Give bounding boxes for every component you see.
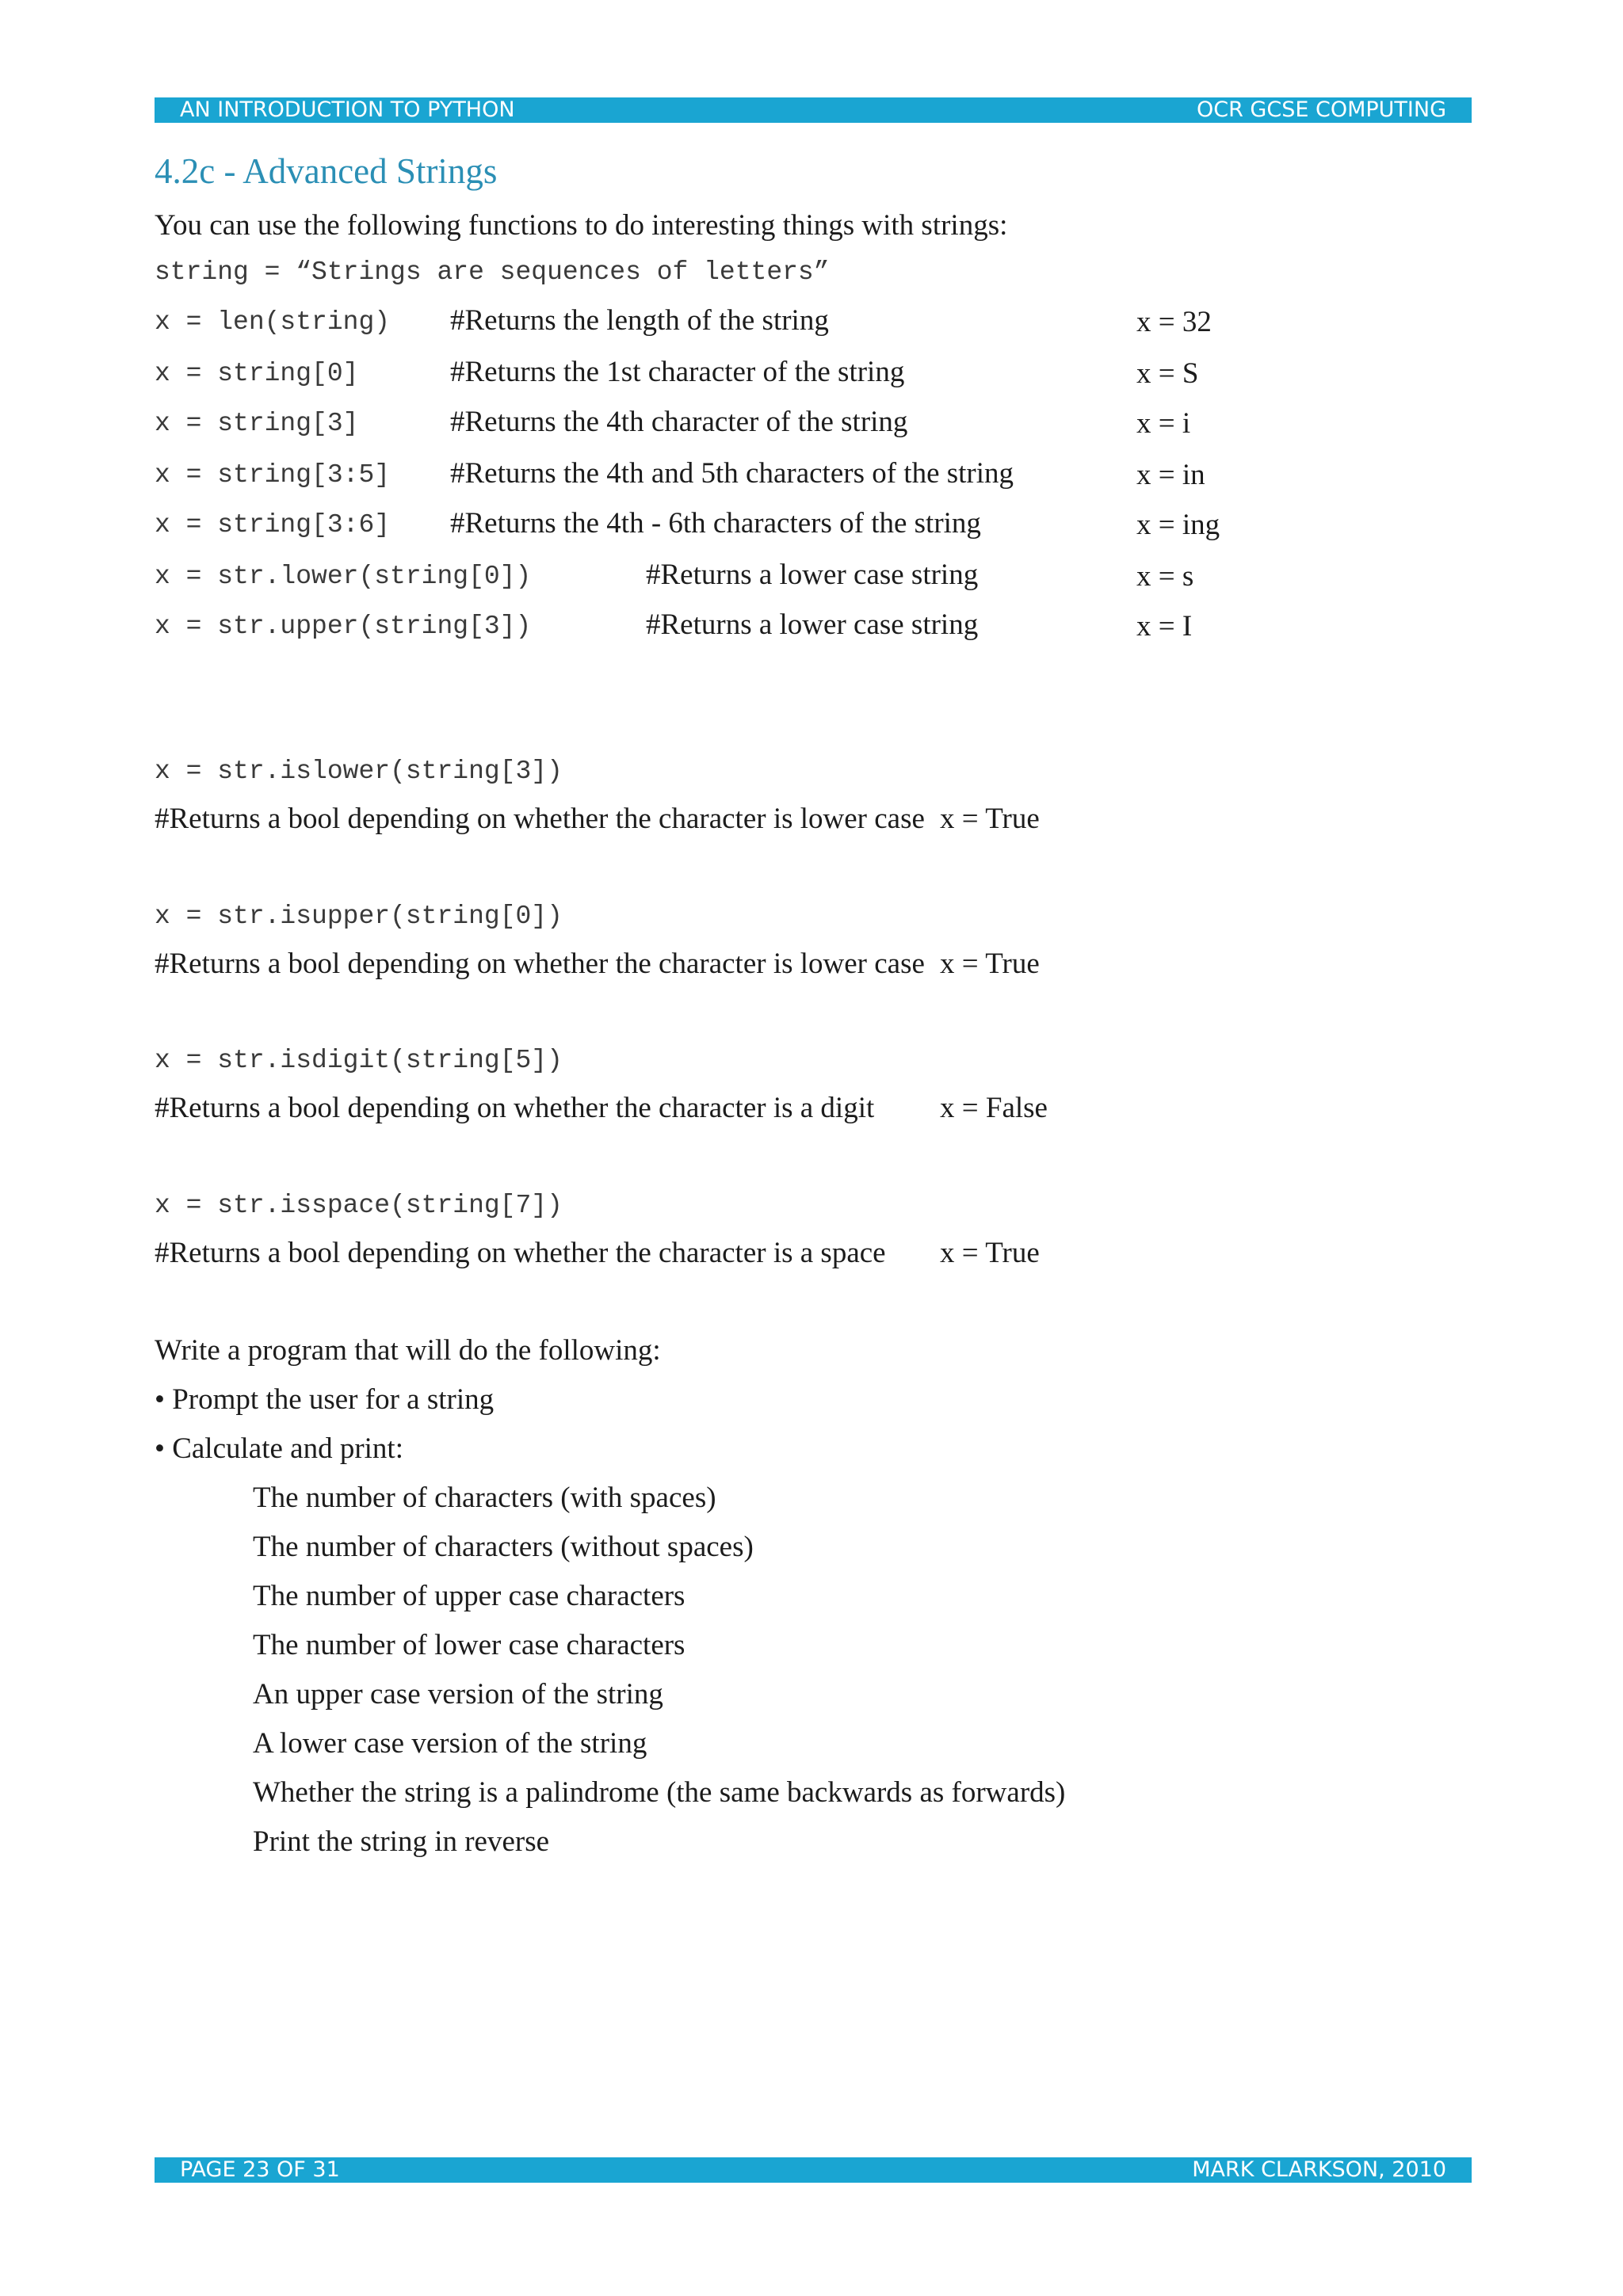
task-item: The number of upper case characters [253,1580,685,1612]
code-comment: #Returns a bool depending on whether the character is lower case [155,948,925,980]
code-comment: #Returns a bool depending on whether the character is a digit [155,1092,875,1124]
task-item: An upper case version of the string [253,1678,663,1711]
code-result: x = ing [1136,509,1220,541]
code-result: x = in [1136,459,1205,491]
code-result: x = False [940,1092,1048,1124]
code-line: x = string[3:6] [155,510,391,540]
code-line: x = str.upper(string[3]) [155,612,532,641]
task-item: A lower case version of the string [253,1727,647,1760]
code-result: x = I [1136,610,1193,643]
code-comment: #Returns a bool depending on whether the character is lower case [155,803,925,835]
code-line: x = str.lower(string[0]) [155,562,532,591]
task-item: Whether the string is a palindrome (the same backwards as forwards) [253,1776,1066,1809]
code-comment: #Returns the 1st character of the string [450,356,905,388]
code-result: x = S [1136,357,1199,390]
code-line: x = str.isspace(string[7]) [155,1191,563,1220]
code-comment: #Returns a lower case string [646,559,979,591]
code-comment: #Returns the 4th and 5th characters of the string [450,457,1014,490]
code-result: x = s [1136,560,1194,593]
code-result: x = True [940,803,1040,835]
code-line: x = str.isdigit(string[5]) [155,1046,563,1075]
task-item: The number of characters (without spaces) [253,1531,754,1563]
intro-text: You can use the following functions to do interesting things with strings: [155,209,1008,242]
section-title: 4.2c - Advanced Strings [155,151,498,191]
code-result: x = i [1136,407,1191,440]
code-line: x = str.isupper(string[0]) [155,902,563,931]
page-footer-band [155,2157,1472,2183]
code-result: x = True [940,1237,1040,1269]
code-line: x = string[0] [155,359,359,388]
code-comment: #Returns the length of the string [450,304,829,337]
task-heading: Write a program that will do the following: [155,1334,661,1367]
task-item: The number of characters (with spaces) [253,1482,716,1514]
code-line: x = str.islower(string[3]) [155,757,563,786]
page-header-band [155,97,1472,123]
header-right-text: OCR GCSE COMPUTING [1196,97,1446,122]
task-item: Print the string in reverse [253,1825,550,1858]
task-bullet: • Calculate and print: [155,1432,403,1465]
code-line: x = string[3] [155,409,359,438]
footer-author: MARK CLARKSON, 2010 [1192,2157,1446,2182]
string-definition: string = “Strings are sequences of letters” [155,257,830,287]
code-comment: #Returns a bool depending on whether the character is a space [155,1237,886,1269]
task-item: The number of lower case characters [253,1629,685,1661]
code-line: x = len(string) [155,307,391,337]
task-bullet: • Prompt the user for a string [155,1383,495,1416]
header-left-text: AN INTRODUCTION TO PYTHON [180,97,515,122]
code-comment: #Returns a lower case string [646,608,979,641]
footer-page-number: PAGE 23 OF 31 [180,2157,340,2182]
code-comment: #Returns the 4th character of the string [450,406,908,438]
code-line: x = string[3:5] [155,460,391,490]
code-result: x = 32 [1136,306,1212,338]
code-comment: #Returns the 4th - 6th characters of the string [450,507,981,540]
code-result: x = True [940,948,1040,980]
